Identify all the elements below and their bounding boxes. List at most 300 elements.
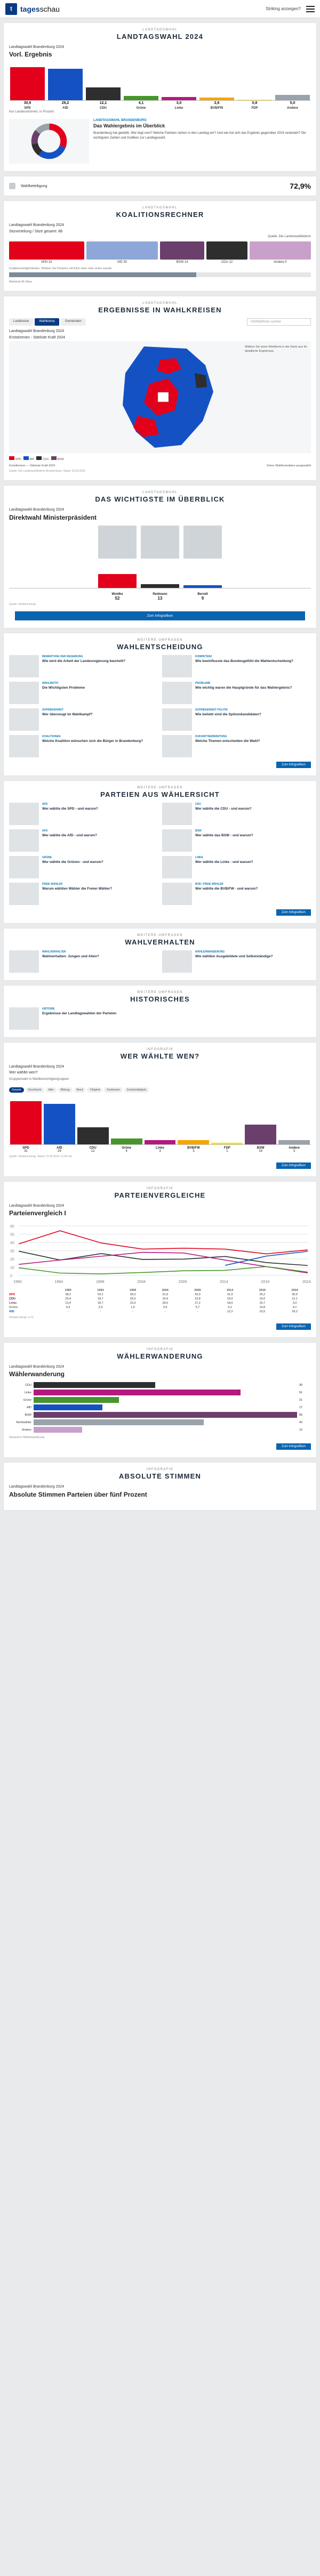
bar-value: 2,6: [214, 101, 220, 106]
hamburger-icon[interactable]: [306, 6, 315, 12]
filter-konfession[interactable]: Konfession: [104, 1087, 123, 1093]
teaser-headline[interactable]: Das Wahlergebnis im Überblick: [93, 123, 165, 129]
bar: [237, 100, 272, 101]
faq-card[interactable]: [9, 883, 158, 905]
absolute-chart-title: Absolute Stimmen Parteien über fünf Prozent: [9, 1490, 147, 1498]
table-cell: 19,8: [195, 1297, 201, 1301]
map-search-input[interactable]: Ort/Wahlkreis suchen: [247, 318, 311, 326]
hero-kicker: LANDTAGSWAHL: [142, 28, 178, 31]
candidate-label: [141, 592, 179, 601]
faq-title[interactable]: Wie wählten Ausgebildete und Selbstständige?: [195, 954, 273, 958]
faq-title[interactable]: Wie beeinflusste das Bundesgefühl die Wahlentscheidung?: [195, 659, 293, 663]
wanderung-value: 30: [299, 1383, 303, 1387]
striking-label[interactable]: Striking anzeigen?: [266, 6, 301, 11]
wanderung-label: AfD: [26, 1406, 31, 1409]
overview-title: DAS WICHTIGSTE IM ÜBERBLICK: [95, 495, 225, 504]
table-cell: 10,7: [259, 1301, 266, 1305]
faq-thumbnail: [9, 655, 39, 677]
bar-value: 5,0: [290, 101, 295, 106]
faq-title[interactable]: Wie beliebt sind die Spitzenkandidaten?: [195, 712, 261, 716]
faq-kicker: HISTORIE: [42, 1007, 55, 1011]
candidate-name: Berndt: [197, 592, 208, 596]
wanderung-bar: [34, 1397, 119, 1403]
group-bar-column: [278, 1096, 310, 1144]
table-cell: 23,5: [259, 1310, 266, 1313]
direct-source: Quelle: Infratest dimap: [9, 602, 36, 606]
candidate-bar-berndt: [183, 585, 222, 588]
table-cell: 18,7: [97, 1297, 103, 1301]
bar-label: SPD: [24, 107, 31, 110]
group-value: 29: [57, 1149, 61, 1153]
historisches-kicker: WEITERE UMFRAGEN: [137, 990, 183, 994]
table-cell: 30,9: [292, 1293, 298, 1296]
coalition-party-cdu[interactable]: [206, 241, 247, 260]
table-cell: 10,8: [259, 1305, 266, 1309]
filter-erwerbstätigkeit[interactable]: Erwerbstätigkeit: [124, 1087, 149, 1093]
group-bar: [111, 1138, 142, 1144]
bar-value: 30,9: [23, 101, 31, 106]
faq-thumbnail: [9, 803, 39, 825]
group-label: CDU: [89, 1146, 97, 1150]
bar: [86, 87, 121, 101]
faq-body: [42, 950, 158, 973]
faq-title[interactable]: Wer wählte das BSW - und warum?: [195, 833, 253, 837]
werwen-source: Quelle: Infratest dimap, Stand: 22.09.2024, 21:55 Uhr: [9, 1154, 73, 1158]
coalition-seats-spd: SPD 32: [41, 261, 52, 264]
vergleich-more-button[interactable]: Zum Infografiken: [276, 1323, 311, 1330]
wanderung-label: Nichtwähler: [16, 1420, 31, 1424]
tab-landkreise[interactable]: Landkreise: [9, 318, 33, 326]
svg-text:2004: 2004: [137, 1280, 146, 1284]
group-label: BVB/FW: [187, 1146, 200, 1150]
faq-thumbnail: [9, 829, 39, 852]
table-row: [9, 1301, 311, 1305]
coalition-kicker: LANDTAGSWAHL: [142, 206, 178, 210]
bar-label: BVB/FW: [210, 107, 223, 110]
faq-card[interactable]: [162, 682, 311, 704]
group-bar-column: [44, 1096, 75, 1144]
bar: [162, 97, 196, 100]
wanderung-subtitle: Landtagswahl Brandenburg 2024: [9, 1364, 65, 1369]
coalition-party-blocks[interactable]: [9, 241, 311, 260]
coalition-subtitle-1: Landtagswahl Brandenburg 2024: [9, 223, 65, 228]
bar-column: [199, 62, 234, 100]
coalition-seats-cdu: CDU 12: [221, 261, 233, 264]
faq-kicker: PROBLEME: [195, 681, 211, 685]
faq-body: [195, 682, 311, 704]
werwen-title: WER WÄHLTE WEN?: [120, 1052, 200, 1060]
legend-item-cdu: CDU: [36, 456, 49, 461]
bar-value: 3,0: [176, 101, 182, 106]
tagesschau-logo[interactable]: [5, 3, 17, 15]
table-cell: 3,0: [292, 1301, 297, 1305]
group-bar: [44, 1104, 75, 1144]
group-bar: [10, 1101, 42, 1144]
faq-card[interactable]: [9, 735, 158, 757]
wanderung-more-button[interactable]: Zum Infografiken: [276, 1443, 311, 1450]
map-footer-right[interactable]: Keine Wahlkreisdaten ausgewählt: [267, 464, 311, 468]
candidate-photos: [9, 526, 311, 559]
faq-card[interactable]: [9, 708, 158, 731]
faq-thumbnail: [162, 856, 192, 878]
candidate-value: 13: [157, 595, 163, 601]
table-row: [9, 1293, 311, 1297]
wanderung-note: Tausend in Wählerwanderung: [9, 1436, 45, 1440]
group-label: Linke: [156, 1146, 164, 1150]
faq-body: [195, 829, 311, 852]
wanderung-bar: [34, 1404, 102, 1410]
faq-body: [42, 829, 158, 852]
faq-kicker: SPD: [42, 802, 48, 806]
faq-card[interactable]: [162, 735, 311, 757]
faq-title[interactable]: Wer wählte die AfD - und warum?: [42, 833, 97, 837]
coalition-party-afd[interactable]: [86, 241, 158, 260]
faq-thumbnail: [9, 682, 39, 704]
table-cell: -: [197, 1310, 198, 1313]
hero-footnote: Nur Landesstimmen, in Prozent: [9, 110, 54, 114]
bar-column: [237, 62, 272, 100]
bar: [124, 96, 158, 100]
candidate-woidke: [98, 526, 137, 559]
candidate-value: 9: [201, 595, 204, 601]
wanderung-track: [34, 1412, 297, 1418]
top-bar-right: [266, 6, 315, 12]
faq-card[interactable]: [9, 829, 158, 852]
wanderung-label: Linke: [24, 1391, 31, 1394]
table-cell: -: [100, 1310, 101, 1313]
wanderung-label: BSW: [25, 1413, 31, 1417]
faq-title[interactable]: Wer wählte die SPD - und warum?: [42, 806, 98, 811]
constituency-map-card: [3, 296, 317, 481]
faq-kicker: ZUFRIEDENHEIT: [42, 708, 63, 712]
table-cell: 9,3: [66, 1305, 70, 1309]
table-cell: 15,6: [259, 1297, 266, 1301]
direct-title: Direktwahl Ministerpräsident: [9, 513, 97, 521]
wanderung-track: [34, 1390, 297, 1395]
group-value: 3: [193, 1149, 195, 1153]
group-label: FDP: [223, 1146, 230, 1150]
table-row-label: Linke: [9, 1301, 17, 1305]
faq-title[interactable]: Wer wählte die CDU - und warum?: [195, 806, 252, 811]
table-cell: 5,7: [195, 1305, 200, 1309]
coalition-title: KOALITIONSRECHNER: [116, 211, 204, 219]
coalition-seats-bsw: BSW 14: [176, 261, 188, 264]
group-bar-column: [111, 1096, 142, 1144]
parteien-more-button[interactable]: Zum Infografiken: [276, 909, 311, 916]
trend-line-svg: [9, 1221, 311, 1285]
bar-label: AfD: [62, 107, 68, 110]
faq-thumbnail: [162, 829, 192, 852]
tab-gemeinden[interactable]: Gemeinden: [61, 318, 86, 326]
teaser-kicker: LANDTAGSWAHL BRANDENBURG: [93, 119, 147, 123]
faq-card[interactable]: [9, 803, 158, 825]
table-row: [9, 1297, 311, 1301]
wanderung-row: [9, 1427, 311, 1433]
faq-kicker: CDU: [195, 802, 201, 806]
faq-title[interactable]: Die Wichtigsten Probleme: [42, 685, 85, 690]
faq-kicker: AFD: [42, 829, 48, 833]
chart-icon: [9, 183, 15, 189]
faq-body: [42, 1007, 158, 1030]
faq-body: [42, 883, 158, 905]
brand-title[interactable]: [20, 5, 60, 13]
group-bar: [245, 1125, 276, 1144]
group-label: Andere: [289, 1146, 300, 1150]
wanderung-row: [9, 1419, 311, 1425]
filter-bildung[interactable]: Bildung: [58, 1087, 73, 1093]
faq-card[interactable]: [9, 1007, 158, 1030]
faq-thumbnail: [162, 803, 192, 825]
map-subtitle-1: Landtagswahl Brandenburg 2024: [9, 329, 65, 334]
overview-teaser[interactable]: [9, 119, 311, 164]
candidate-labels: [9, 592, 311, 601]
table-cell: 12,2: [227, 1310, 233, 1313]
bar-value: 0,8: [252, 101, 258, 106]
wahlentscheidung-kicker: WEITERE UMFRAGEN: [137, 638, 183, 642]
candidate-photo: [98, 526, 137, 559]
parteien-title: PARTEIEN AUS WÄHLERSICHT: [100, 790, 220, 798]
faq-card[interactable]: [9, 856, 158, 878]
faq-kicker: FREIE WÄHLER: [42, 882, 63, 886]
absolute-kicker: INFOGRAFIK: [146, 1468, 174, 1472]
table-cell: 23,0: [227, 1297, 233, 1301]
tab-wahlkreise[interactable]: Wahlkreise: [35, 318, 59, 326]
vergleich-kicker: INFOGRAFIK: [146, 1186, 174, 1190]
faq-card[interactable]: [162, 655, 311, 677]
wanderung-bar: [34, 1419, 204, 1425]
filter-tätigkeit[interactable]: Tätigkeit: [87, 1087, 102, 1093]
candidate-name: Woidke: [111, 592, 123, 596]
table-cell: 23,3: [130, 1301, 136, 1305]
group-bar: [211, 1143, 243, 1144]
faq-card[interactable]: [162, 803, 311, 825]
werwen-more-button[interactable]: Zum Infografiken: [276, 1162, 311, 1169]
table-cell: 27,2: [195, 1301, 201, 1305]
group-value: 1: [226, 1149, 228, 1153]
coalition-party-spd[interactable]: [9, 241, 84, 260]
table-header: 2004: [162, 1288, 169, 1292]
candidate-redmann: [141, 526, 179, 559]
faq-title[interactable]: Welche Themen entscheiden die Wahl?: [195, 739, 260, 743]
brand-rest: schau: [39, 4, 60, 13]
brand-bold: tages: [20, 4, 40, 13]
parteienvergleich-card: [3, 1181, 317, 1338]
faq-card[interactable]: [9, 950, 158, 973]
map-title: ERGEBNISSE IN WAHLKREISEN: [98, 306, 222, 314]
wahlentscheidung-grid: [9, 655, 311, 757]
bar-value: 4,1: [138, 101, 144, 106]
faq-title[interactable]: Wie wichtig waren die Hauptgründe für das Wahlergebnis?: [195, 685, 292, 690]
wahlverhalten-card: [3, 928, 317, 981]
wanderung-track: [34, 1404, 297, 1410]
turnout-value: 72,9%: [290, 182, 311, 191]
faq-card[interactable]: [162, 883, 311, 905]
wanderung-bar: [34, 1412, 297, 1418]
page-title: LANDTAGSWAHL 2024: [116, 33, 204, 41]
wanderung-value: 51: [299, 1391, 303, 1394]
overview-kicker: LANDTAGSWAHL: [142, 491, 178, 495]
bar-label: CDU: [100, 107, 107, 110]
table-cell: 13,4: [65, 1301, 71, 1305]
coalition-party-bsw[interactable]: [160, 241, 204, 260]
result-bar-chart: [9, 62, 311, 108]
table-cell: 28,0: [162, 1301, 169, 1305]
absolute-subtitle: Landtagswahl Brandenburg 2024: [9, 1485, 65, 1489]
faq-card[interactable]: [162, 829, 311, 852]
faq-card[interactable]: [162, 856, 311, 878]
faq-body: [42, 735, 158, 757]
table-row-label: Grüne: [9, 1305, 18, 1309]
faq-thumbnail: [162, 735, 192, 757]
parteien-kicker: WEITERE UMFRAGEN: [137, 786, 183, 789]
wanderung-value: 65: [299, 1413, 303, 1417]
group-value: 3: [159, 1149, 161, 1153]
faq-card[interactable]: [9, 655, 158, 677]
faq-body: [195, 883, 311, 905]
table-row-label: CDU: [9, 1297, 15, 1301]
faq-title[interactable]: Ergebnisse der Landtagswahlen der Parteien: [42, 1011, 117, 1015]
faq-body: [195, 655, 311, 677]
bar-column: [10, 62, 45, 100]
svg-text:20: 20: [10, 1257, 14, 1262]
table-cell: -: [164, 1310, 166, 1313]
turnout-label: Wahlbeteiligung: [21, 184, 47, 188]
group-bar: [278, 1140, 310, 1144]
wanderung-label: CDU: [25, 1383, 31, 1387]
wanderung-value: 42: [299, 1420, 303, 1424]
historisches-title: HISTORISCHES: [130, 995, 190, 1003]
wanderung-track: [34, 1397, 297, 1403]
faq-thumbnail: [9, 883, 39, 905]
filter-gesamt[interactable]: Gesamt: [9, 1087, 24, 1093]
coalition-seats-andere: Andere 0: [274, 261, 287, 264]
map-side-note: Wählen Sie einen Wahlkreis in der Karte aus für detaillierte Ergebnisse.: [245, 345, 307, 353]
filter-alter[interactable]: Alter: [46, 1087, 57, 1093]
group-bar: [77, 1127, 109, 1144]
absolute-title: ABSOLUTE STIMMEN: [118, 1472, 202, 1481]
wanderung-row: [9, 1390, 311, 1395]
faq-title[interactable]: Wer wählte die Linke - und warum?: [195, 860, 253, 864]
bar-column: [86, 62, 121, 100]
legend-item-spd: SPD: [9, 456, 21, 461]
faq-title[interactable]: Welche Koalition wünschen sich die Bürger in Brandenburg?: [42, 739, 143, 743]
bar-label: Linke: [174, 107, 183, 110]
map-tabs[interactable]: [9, 318, 311, 326]
faq-card[interactable]: [162, 708, 311, 731]
top-navigation-bar: [0, 0, 320, 18]
group-value: 14: [259, 1149, 263, 1153]
hero-chart-title: Vorl. Ergebnis: [9, 51, 52, 59]
absolute-stimmen-card: [3, 1462, 317, 1510]
group-bar-column: [77, 1096, 109, 1144]
werwen-filters[interactable]: [9, 1084, 311, 1093]
vergleich-chart-title: Parteienvergleich I: [9, 1209, 66, 1217]
svg-text:2009: 2009: [178, 1280, 187, 1284]
svg-text:2024: 2024: [302, 1280, 311, 1284]
table-cell: -: [132, 1310, 133, 1313]
group-value: 12: [91, 1149, 95, 1153]
faq-title[interactable]: Wer wählte die BVB/FW - und warum?: [195, 886, 258, 891]
faq-kicker: GRÜNE: [42, 855, 52, 859]
majority-bar: [9, 272, 311, 277]
svg-text:0: 0: [10, 1274, 12, 1278]
group-value: 3: [293, 1149, 295, 1153]
wanderung-label: Andere: [22, 1428, 31, 1432]
bar-column: [275, 62, 310, 100]
teaser-paragraph: Brandenburg hat gewählt. Wer liegt vorn? Welche Parteien ziehen in den Landtag ein? Und wie hat sich das Ergebnis gegenüber 2019 verändert? Die wichtigsten Zahlen und Grafiken zur Landtagswahl.: [93, 132, 306, 140]
table-cell: -: [67, 1310, 69, 1313]
overview-teaser-text: [93, 119, 311, 140]
wanderung-row: [9, 1382, 311, 1388]
wanderung-chart-title: Wählerwanderung: [9, 1370, 65, 1378]
table-cell: 4,1: [292, 1305, 297, 1309]
table-cell: 1,9: [131, 1305, 135, 1309]
coalition-subtitle-2: Sitzverteilung / Sitze gesamt: 88: [9, 229, 62, 233]
group-value: 31: [24, 1149, 28, 1153]
table-cell: 3,6: [163, 1305, 167, 1309]
parteien-grid: [9, 803, 311, 905]
hero-chart-subtitle: Landtagswahl Brandenburg 2024: [9, 45, 65, 49]
table-header: 2019: [259, 1288, 266, 1292]
group-bar-column: [10, 1096, 42, 1144]
table-cell: 12,1: [292, 1297, 298, 1301]
table-cell: 18,7: [97, 1301, 103, 1305]
filter-beruf[interactable]: Beruf: [74, 1087, 86, 1093]
faq-thumbnail: [9, 735, 39, 757]
faq-card[interactable]: [9, 682, 158, 704]
table-cell: 39,3: [130, 1293, 136, 1296]
result-bars: [9, 62, 311, 101]
svg-text:1999: 1999: [95, 1280, 105, 1284]
faq-card[interactable]: [162, 950, 311, 973]
direct-subtitle: Landtagswahl Brandenburg 2024: [9, 508, 65, 512]
candidate-photo: [183, 526, 222, 559]
werwen-bars: [9, 1096, 311, 1145]
wahlentscheidung-more-button[interactable]: Zum Infografiken: [276, 762, 311, 768]
wanderung-kicker: INFOGRAFIK: [146, 1347, 174, 1351]
bar: [199, 98, 234, 100]
bar-value: 29,2: [61, 101, 69, 106]
faq-body: [195, 708, 311, 731]
faq-title[interactable]: Wie wird die Arbeit der Landesregierung beurteilt?: [42, 659, 126, 663]
filter-geschlecht[interactable]: Geschlecht: [26, 1087, 44, 1093]
table-cell: 2,9: [98, 1305, 103, 1309]
group-label: BSW: [257, 1146, 265, 1150]
faq-title[interactable]: Wahlverhalten: Jungen und Alten?: [42, 954, 99, 958]
table-header: 2014: [227, 1288, 234, 1292]
wanderung-bars: [9, 1382, 311, 1433]
table-header: 1999: [129, 1288, 137, 1292]
coalition-seats-afd: AfD 30: [117, 261, 127, 264]
werwen-subtitle-2: Wer wählte wen?: [9, 1071, 38, 1075]
table-header: 1994: [97, 1288, 104, 1292]
donut-svg: [30, 122, 68, 160]
table-cell: 18,6: [227, 1301, 233, 1305]
result-labels: [9, 107, 311, 110]
coalition-party-andere[interactable]: [250, 241, 311, 260]
vergleich-title: PARTEIENVERGLEICHE: [114, 1191, 206, 1199]
parteien-card: [3, 780, 317, 924]
faq-thumbnail: [9, 950, 39, 973]
faq-title[interactable]: Warum wählten Wähler die Freien Wähler?: [42, 886, 113, 891]
candidate-name: Redmann: [153, 592, 167, 596]
faq-title[interactable]: Wer wählte die Grünen - und warum?: [42, 860, 103, 864]
faq-title[interactable]: Wer überzeugt im Wahlkampf?: [42, 712, 93, 716]
wahlverhalten-kicker: WEITERE UMFRAGEN: [137, 933, 183, 937]
brandenburg-map[interactable]: [9, 341, 311, 453]
map-svg[interactable]: [9, 341, 311, 453]
overview-cta-button[interactable]: Zum Infografiken: [15, 611, 305, 620]
